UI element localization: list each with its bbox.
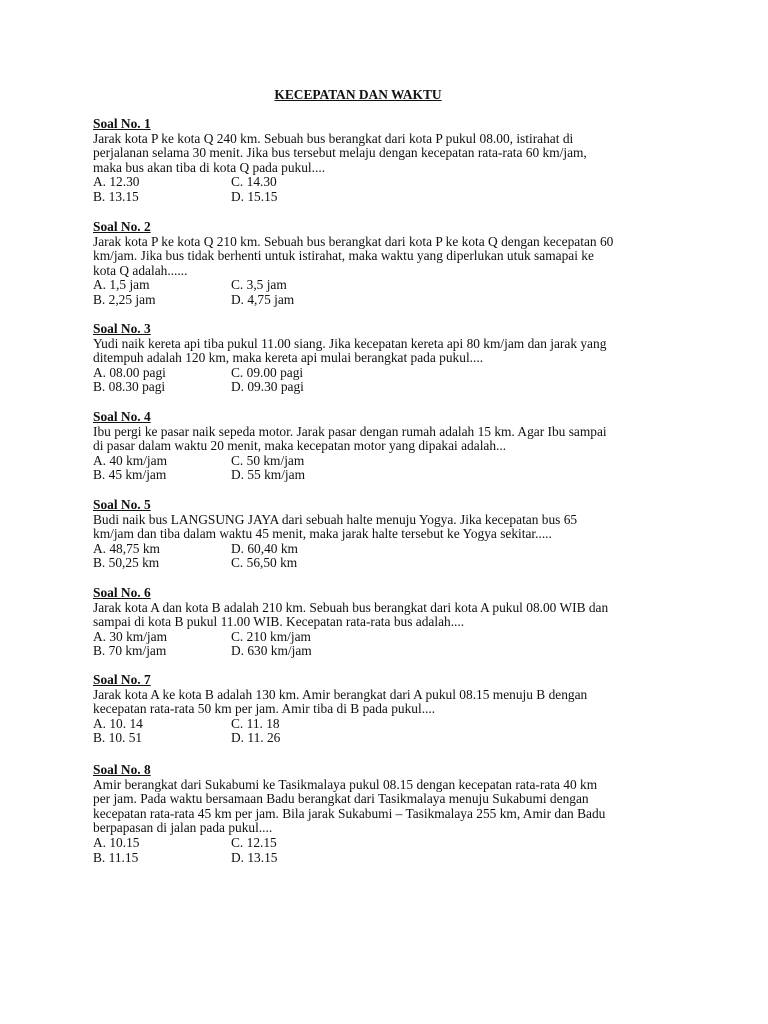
question-2 [93, 220, 633, 308]
question-text [93, 601, 633, 630]
option-b: B. 10. 51 [93, 730, 143, 746]
question-line: Amir berangkat dari Sukabumi ke Tasikmalaya pukul 08.15 dengan kecepatan rata-rata 40 km [93, 776, 598, 792]
option-a: A. 48,75 km [93, 540, 160, 556]
option-b: B. 13.15 [93, 188, 139, 204]
question-heading: Soal No. 3 [93, 321, 151, 336]
answer-options [93, 630, 633, 659]
option-d: D. 4,75 jam [231, 291, 295, 307]
question-line: Budi naik bus LANGSUNG JAYA dari sebuah halte menuju Yogya. Jika kecepatan bus 65 [93, 511, 578, 527]
answer-options [93, 717, 633, 746]
answer-options [93, 278, 633, 307]
option-a: A. 08.00 pagi [93, 364, 166, 380]
option-c: C. 09.00 pagi [231, 364, 304, 380]
question-line: sampai di kota B pukul 11.00 WIB. Kecepatan rata-rata bus adalah.... [93, 614, 465, 630]
option-b: B. 50,25 km [93, 555, 160, 571]
question-text [93, 132, 633, 176]
question-line: Jarak kota P ke kota Q 210 km. Sebuah bus berangkat dari kota P ke kota Q dengan kecepatan 60 [93, 233, 614, 249]
question-text [93, 513, 633, 542]
question-text [93, 235, 633, 279]
option-c: C. 14.30 [231, 174, 277, 190]
question-line: Ibu pergi ke pasar naik sepeda motor. Jarak pasar dengan rumah adalah 15 km. Agar Ibu sampai [93, 423, 607, 439]
option-c: C. 56,50 km [231, 555, 298, 571]
option-a: A. 10.15 [93, 834, 140, 850]
option-d: D. 630 km/jam [231, 643, 312, 659]
question-heading: Soal No. 5 [93, 497, 151, 512]
question-heading: Soal No. 8 [93, 762, 151, 777]
option-d: D. 60,40 km [231, 540, 298, 556]
answer-options [93, 542, 633, 571]
question-text [93, 337, 633, 366]
option-b: B. 70 km/jam [93, 643, 167, 659]
question-text [93, 425, 633, 454]
question-line: Jarak kota P ke kota Q 240 km. Sebuah bus berangkat dari kota P pukul 08.00, istirahat di [93, 130, 574, 146]
question-line: Yudi naik kereta api tiba pukul 11.00 siang. Jika kecepatan kereta api 80 km/jam dan jarak yang [93, 335, 607, 351]
option-b: B. 45 km/jam [93, 467, 167, 483]
question-line: per jam. Pada waktu bersamaan Badu berangkat dari Tasikmalaya menuju Sukabumi dengan [93, 791, 589, 807]
question-heading: Soal No. 6 [93, 585, 151, 600]
question-line: di pasar dalam waktu 20 menit, maka kecepatan motor yang dipakai adalah... [93, 438, 507, 454]
answer-options [93, 366, 633, 395]
question-line: km/jam. Jika bus tidak berhenti untuk istirahat, maka waktu yang diperlukan utuk samapai ke [93, 248, 594, 264]
option-d: D. 55 km/jam [231, 467, 306, 483]
question-line: Jarak kota A ke kota B adalah 130 km. Amir berangkat dari A pukul 08.15 menuju B dengan [93, 686, 588, 702]
question-heading: Soal No. 4 [93, 409, 151, 424]
question-line: ditempuh adalah 120 km, maka kereta api mulai berangkat pada pukul.... [93, 350, 484, 366]
option-b: B. 2,25 jam [93, 291, 156, 307]
option-d: D. 09.30 pagi [231, 379, 304, 395]
option-c: C. 12.15 [231, 834, 277, 850]
question-line: Jarak kota A dan kota B adalah 210 km. Sebuah bus berangkat dari kota A pukul 08.00 WIB dan [93, 599, 609, 615]
option-b: B. 11.15 [93, 849, 139, 865]
question-text [93, 688, 633, 717]
question-line: kecepatan rata-rata 50 km per jam. Amir tiba di B pada pukul.... [93, 701, 436, 717]
page-title: KECEPATAN DAN WAKTU [274, 87, 442, 102]
question-3 [93, 322, 633, 395]
question-5 [93, 498, 633, 571]
question-7 [93, 673, 633, 746]
question-heading: Soal No. 2 [93, 219, 151, 234]
option-a: A. 30 km/jam [93, 628, 168, 644]
answer-options [93, 454, 633, 483]
option-c: C. 50 km/jam [231, 452, 305, 468]
question-6 [93, 586, 633, 659]
option-d: D. 13.15 [231, 849, 278, 865]
question-line: perjalanan selama 30 menit. Jika bus tersebut melaju dengan kecepatan rata-rata 60 km/jam, [93, 145, 587, 161]
question-line: km/jam dan tiba dalam waktu 45 menit, maka jarak halte tersebut ke Yogya sekitar..... [93, 526, 552, 542]
question-8 [93, 763, 633, 865]
option-c: C. 11. 18 [231, 715, 280, 731]
option-a: A. 12.30 [93, 174, 140, 190]
question-1 [93, 117, 633, 205]
option-a: A. 1,5 jam [93, 277, 150, 293]
answer-options [93, 175, 633, 204]
option-d: D. 11. 26 [231, 730, 281, 746]
question-line: maka bus akan tiba di kota Q pada pukul.... [93, 159, 326, 175]
option-c: C. 3,5 jam [231, 277, 287, 293]
answer-options [93, 836, 633, 865]
option-a: A. 40 km/jam [93, 452, 168, 468]
question-heading: Soal No. 7 [93, 672, 151, 687]
question-line: berpapasan di jalan pada pukul.... [93, 820, 273, 836]
option-b: B. 08.30 pagi [93, 379, 166, 395]
question-heading: Soal No. 1 [93, 116, 151, 131]
option-c: C. 210 km/jam [231, 628, 311, 644]
question-4 [93, 410, 633, 483]
question-line: kota Q adalah...... [93, 262, 188, 278]
question-text [93, 778, 633, 836]
question-line: kecepatan rata-rata 45 km per jam. Bila jarak Sukabumi – Tasikmalaya 255 km, Amir dan Badu [93, 805, 606, 821]
option-a: A. 10. 14 [93, 715, 143, 731]
option-d: D. 15.15 [231, 188, 278, 204]
